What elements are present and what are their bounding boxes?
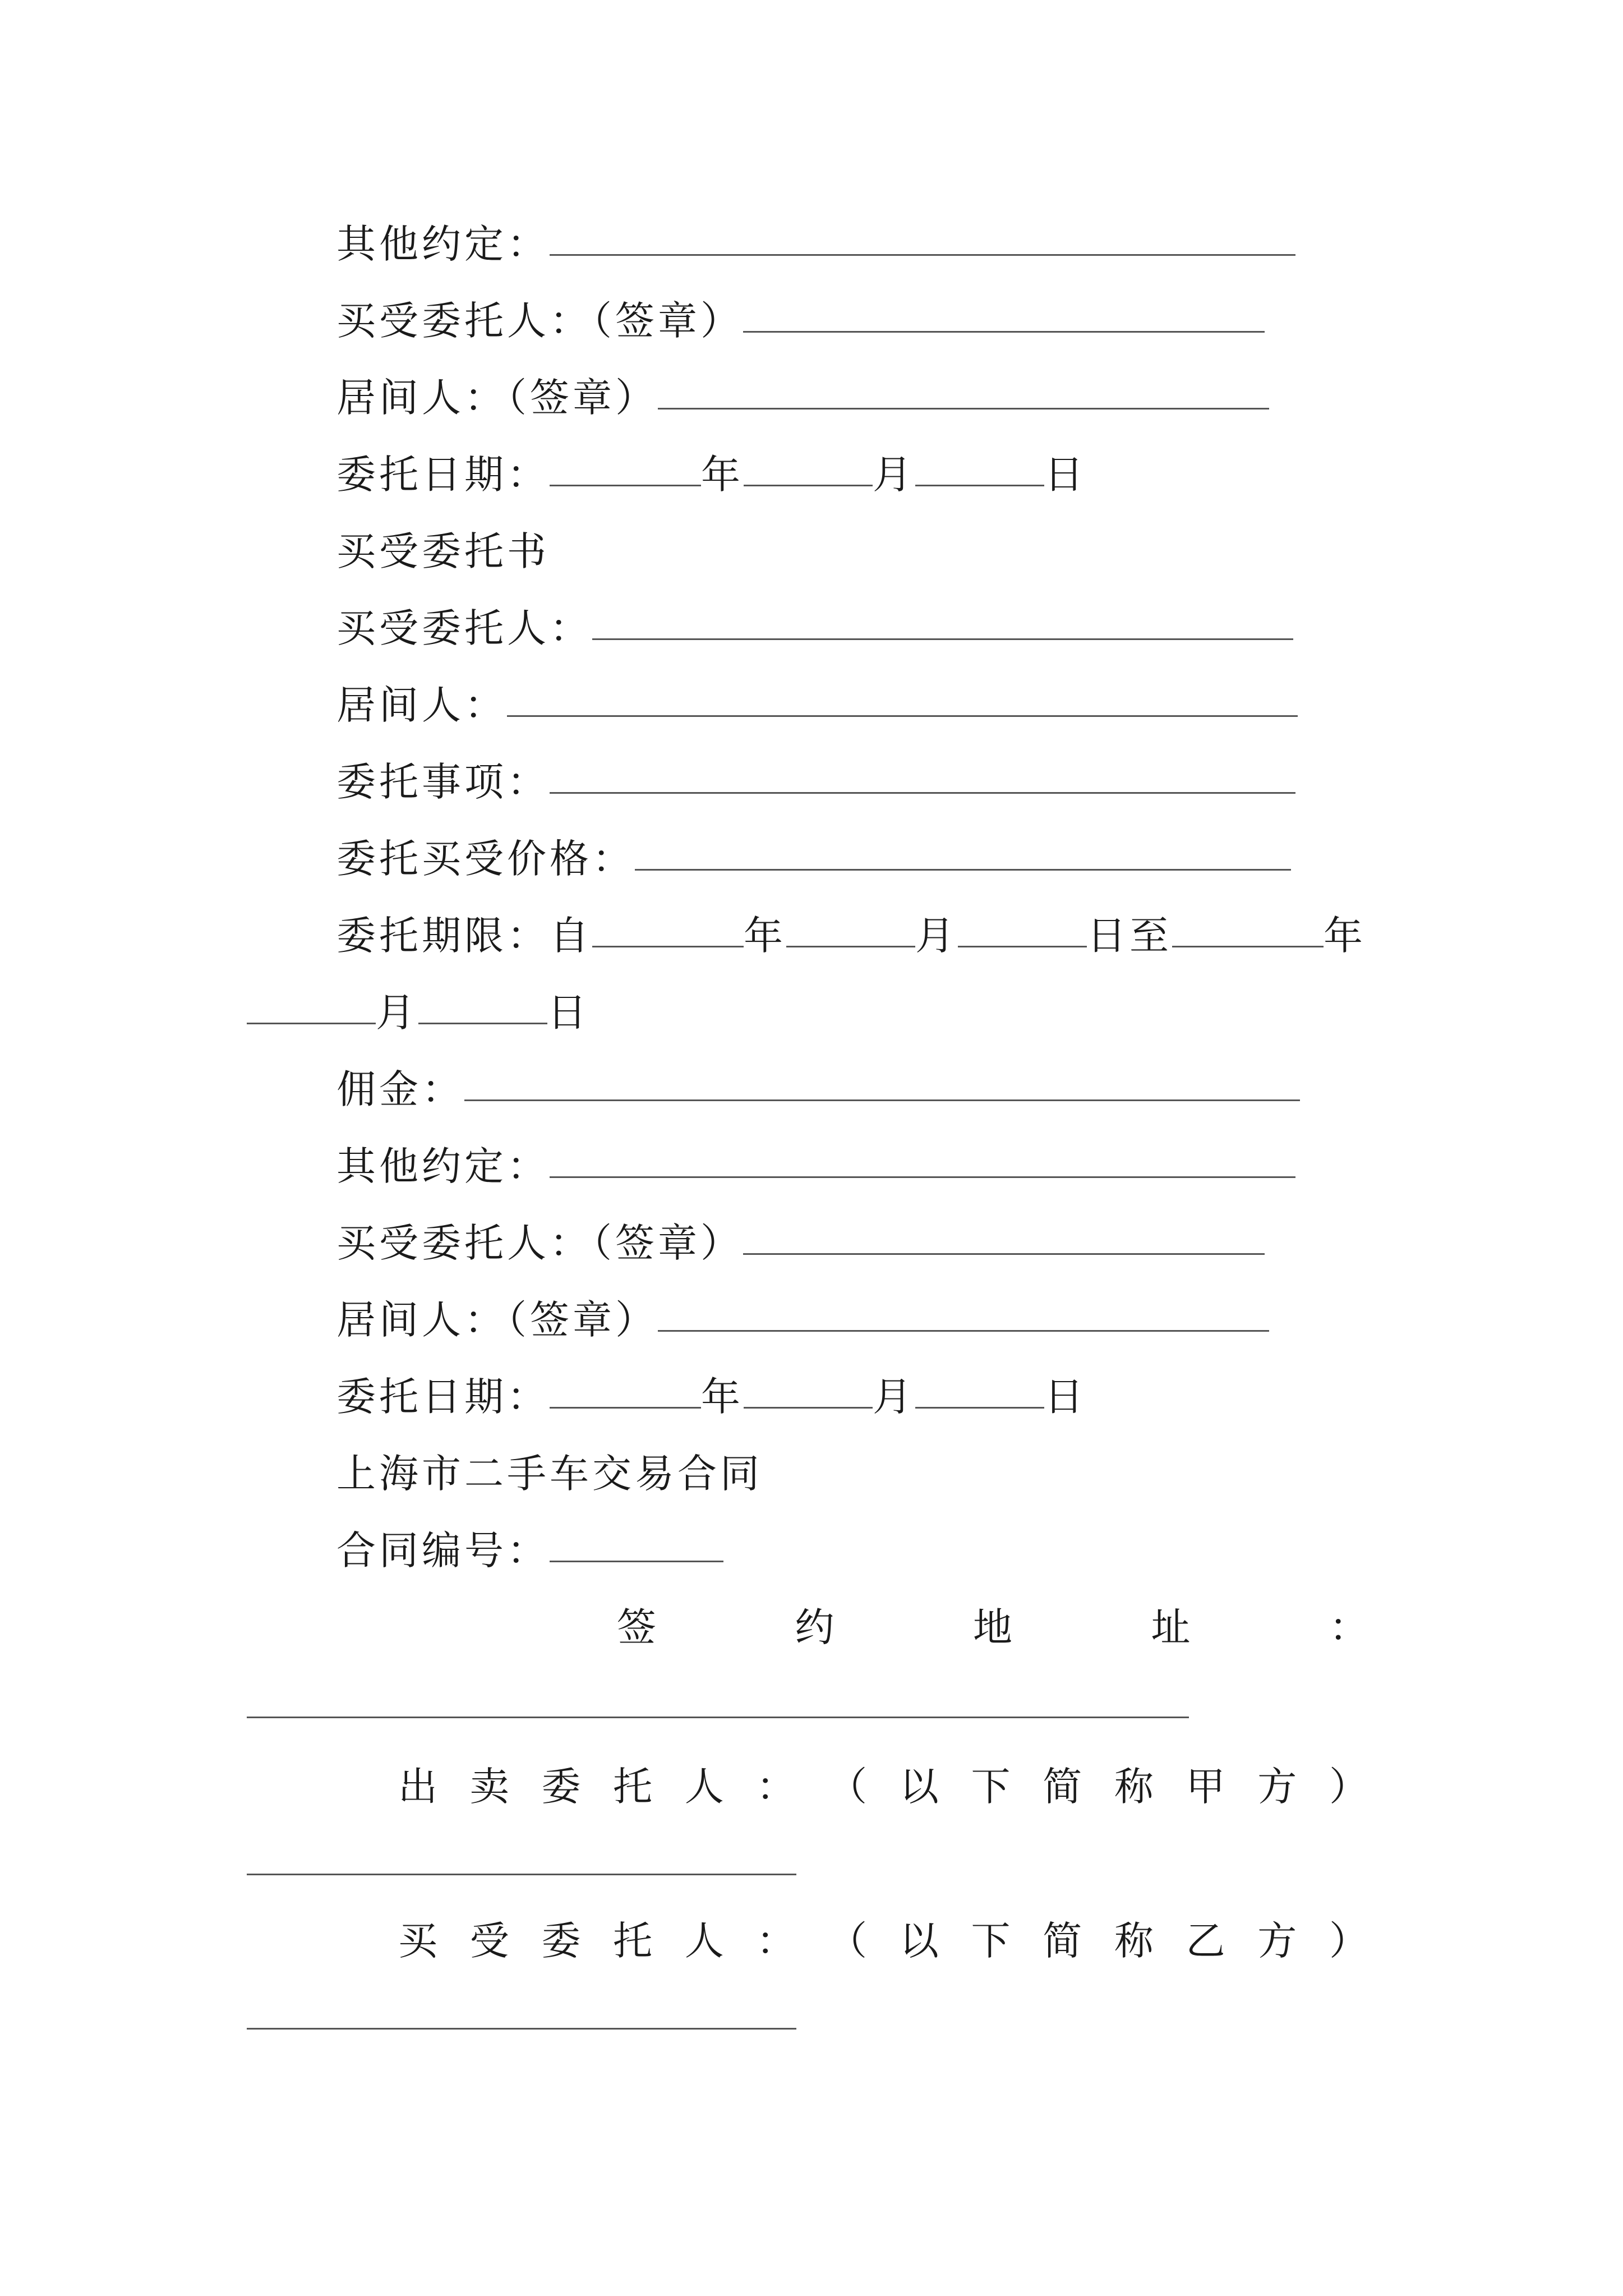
agent-blank[interactable]	[507, 715, 1298, 717]
period-month-blank[interactable]	[786, 946, 915, 947]
contract-number-label: 合同编号：	[336, 1527, 550, 1573]
day-unit: 日	[1044, 1374, 1087, 1420]
buyer-party-char: ：	[756, 1918, 796, 1964]
period-month2-unit: 月	[376, 990, 418, 1036]
buyer-party-char: 简	[1043, 1918, 1082, 1964]
buyer-blank[interactable]	[592, 638, 1293, 640]
document-title-row	[336, 509, 550, 574]
buyer-party-char: 下	[971, 1918, 1011, 1964]
day-blank[interactable]	[915, 1407, 1044, 1409]
sign-address-char: ：	[1329, 1604, 1368, 1650]
other-terms-label: 其他约定：	[336, 1143, 550, 1189]
agent-signature-row-2	[336, 1278, 1269, 1343]
date-label: 委托日期：	[336, 1374, 550, 1420]
seller-char: 下	[971, 1764, 1011, 1810]
commission-date-row-1	[336, 432, 1087, 498]
buyer-label: 买受委托人：	[336, 605, 592, 651]
period-row-continued	[247, 970, 590, 1036]
buyer-party-char: 方	[1257, 1918, 1297, 1964]
agent-signature-row-1	[336, 356, 1269, 421]
matter-label: 委托事项：	[336, 759, 550, 805]
buyer-signature-label: 买受委托人：（签章）	[336, 298, 743, 344]
contract-title-row	[336, 1432, 763, 1497]
period-month-unit: 月	[915, 913, 958, 959]
price-row	[336, 817, 1291, 882]
period-year-unit: 年	[744, 913, 786, 959]
year-unit: 年	[701, 452, 744, 498]
matter-blank[interactable]	[550, 792, 1295, 794]
year-unit: 年	[701, 1374, 744, 1420]
sign-address-char: 签	[617, 1604, 656, 1650]
buyer-party-char: 托	[613, 1918, 653, 1964]
month-unit: 月	[873, 1374, 915, 1420]
buyer-party-char: 以	[899, 1918, 939, 1964]
sign-address-char: 址	[1151, 1604, 1191, 1650]
buyer-party-char: ）	[1329, 1918, 1368, 1964]
seller-char: 卖	[469, 1764, 509, 1810]
seller-char: ：	[756, 1764, 796, 1810]
buyer-party-char: 称	[1114, 1918, 1154, 1964]
month-unit: 月	[873, 452, 915, 498]
buyer-party-row	[398, 1899, 1368, 1964]
matter-row	[336, 740, 1295, 805]
other-terms-label: 其他约定：	[336, 221, 550, 267]
month-blank[interactable]	[744, 1407, 873, 1409]
year-blank[interactable]	[550, 485, 701, 486]
buyer-signature-row-1	[336, 279, 1265, 344]
period-month2-blank[interactable]	[247, 1023, 376, 1024]
agent-signature-label: 居间人：（签章）	[336, 375, 658, 421]
day-unit: 日	[1044, 452, 1087, 498]
date-label: 委托日期：	[336, 452, 550, 498]
seller-row	[398, 1745, 1368, 1810]
seller-blank[interactable]	[247, 1874, 796, 1875]
sign-address-blank[interactable]	[247, 1717, 1189, 1718]
agent-label: 居间人：	[336, 682, 507, 728]
agent-signature-blank[interactable]	[658, 408, 1269, 409]
buyer-party-char: 人	[684, 1918, 724, 1964]
period-year-blank[interactable]	[592, 946, 744, 947]
sign-address-row	[617, 1585, 1368, 1650]
seller-char: ）	[1329, 1764, 1368, 1810]
seller-char: （	[828, 1764, 868, 1810]
seller-char: 简	[1043, 1764, 1082, 1810]
year-blank[interactable]	[550, 1407, 701, 1409]
sign-address-char: 地	[973, 1604, 1012, 1650]
seller-char: 托	[613, 1764, 653, 1810]
buyer-party-char: 委	[541, 1918, 581, 1964]
period-day-to: 日至	[1087, 913, 1172, 959]
buyer-party-char: 乙	[1186, 1918, 1225, 1964]
seller-char: 出	[398, 1764, 437, 1810]
buyer-party-char: 买	[398, 1918, 437, 1964]
commission-label: 佣金：	[336, 1066, 464, 1112]
other-terms-row-2	[336, 1124, 1295, 1189]
period-day-blank[interactable]	[958, 946, 1087, 947]
seller-char: 人	[684, 1764, 724, 1810]
buyer-signature-row-2	[336, 1201, 1265, 1266]
seller-char: 以	[899, 1764, 939, 1810]
price-blank[interactable]	[635, 869, 1291, 871]
period-year2-unit: 年	[1324, 913, 1366, 959]
buyer-signature-label: 买受委托人：（签章）	[336, 1220, 743, 1266]
price-label: 委托买受价格：	[336, 836, 635, 882]
agent-signature-blank[interactable]	[658, 1330, 1269, 1332]
commission-row	[336, 1047, 1300, 1112]
other-terms-row-1	[336, 202, 1295, 267]
commission-date-row-2	[336, 1355, 1087, 1420]
buyer-signature-blank[interactable]	[743, 1253, 1265, 1255]
period-row	[336, 894, 1366, 959]
sign-address-char: 约	[795, 1604, 834, 1650]
commission-blank[interactable]	[464, 1099, 1300, 1101]
buyer-party-char: 受	[469, 1918, 509, 1964]
contract-number-row	[336, 1508, 723, 1573]
seller-char: 方	[1257, 1764, 1297, 1810]
agent-row	[336, 663, 1298, 728]
seller-char: 委	[541, 1764, 581, 1810]
buyer-signature-blank[interactable]	[743, 331, 1265, 333]
contract-number-blank[interactable]	[550, 1561, 723, 1562]
buyer-party-blank[interactable]	[247, 2028, 796, 2030]
period-label: 委托期限：自	[336, 913, 592, 959]
seller-char: 甲	[1186, 1764, 1225, 1810]
day-blank[interactable]	[915, 485, 1044, 486]
buyer-row	[336, 586, 1293, 651]
document-title: 买受委托书	[336, 528, 550, 574]
buyer-party-char: （	[828, 1918, 868, 1964]
other-terms-blank[interactable]	[550, 254, 1295, 256]
period-day2-blank[interactable]	[418, 1023, 547, 1024]
other-terms-blank[interactable]	[550, 1176, 1295, 1178]
period-year2-blank[interactable]	[1172, 946, 1324, 947]
agent-signature-label: 居间人：（签章）	[336, 1297, 658, 1343]
seller-char: 称	[1114, 1764, 1154, 1810]
period-day2-unit: 日	[547, 990, 590, 1036]
month-blank[interactable]	[744, 485, 873, 486]
contract-title: 上海市二手车交易合同	[336, 1451, 763, 1497]
